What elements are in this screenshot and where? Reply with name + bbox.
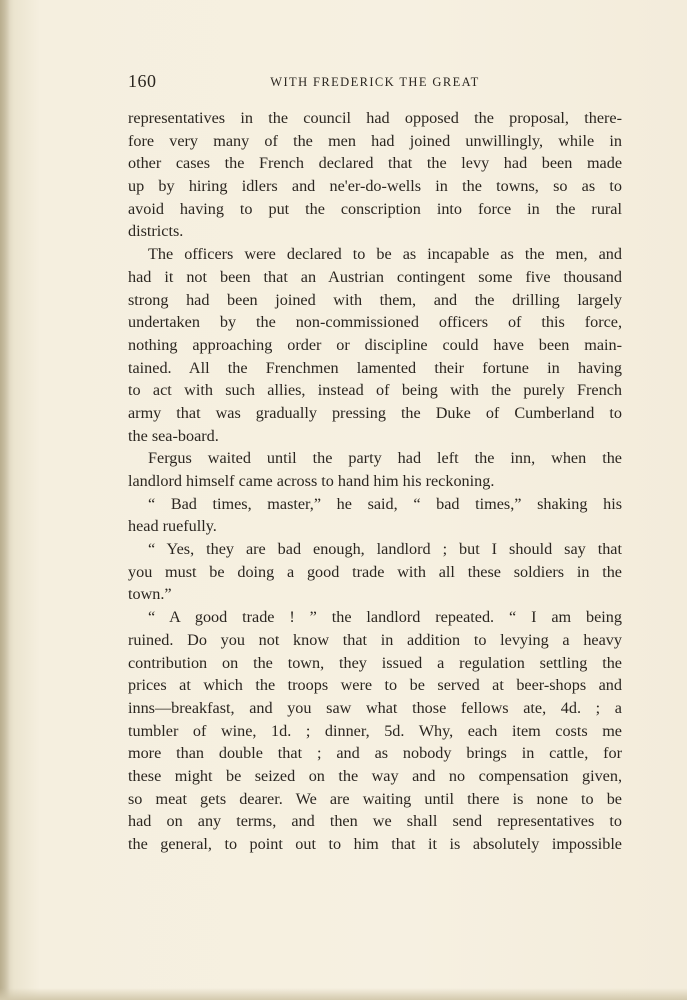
text-line: landlord himself came across to hand him his reckoning. bbox=[128, 472, 495, 490]
text-line: undertaken by the non-commissioned officers of this force, bbox=[128, 313, 622, 332]
text-line: tumbler of wine, 1d. ; dinner, 5d. Why, each item costs me bbox=[128, 721, 622, 740]
text-line: contribution on the town, they issued a regulation settling the bbox=[128, 653, 622, 672]
text-line: “ Bad times, master,” he said, “ bad times,” shaking his bbox=[148, 494, 622, 513]
text-line: ruined. Do you not know that in addition to levying a heavy bbox=[128, 630, 622, 649]
text-line: you must be doing a good trade with all these soldiers in the bbox=[128, 562, 622, 581]
text-line: other cases the French declared that the levy had been made bbox=[128, 154, 622, 173]
text-line: districts. bbox=[128, 222, 184, 241]
text-line: The officers were declared to be as incapable as the men, and bbox=[148, 245, 622, 264]
text-line: had on any terms, and then we shall send representatives to bbox=[128, 812, 622, 831]
page-bottom-edge bbox=[0, 988, 687, 1000]
text-line: to act with such allies, instead of being with the purely French bbox=[128, 381, 622, 400]
text-line: inns—breakfast, and you saw what those fellows ate, 4d. ; a bbox=[128, 698, 622, 717]
text-line: avoid having to put the conscription into force in the rural bbox=[128, 199, 622, 218]
text-line: nothing approaching order or discipline could have been main- bbox=[128, 335, 622, 354]
text-line: up by hiring idlers and ne'er-do-wells in the towns, so as to bbox=[128, 177, 622, 196]
text-line: had it not been that an Austrian contingent some five thousand bbox=[128, 267, 622, 286]
text-line: strong had been joined with them, and the drilling largely bbox=[128, 290, 622, 309]
text-line: town.” bbox=[128, 585, 172, 604]
text-line: tained. All the Frenchmen lamented their fortune in having bbox=[128, 358, 622, 377]
page-number: 160 bbox=[128, 71, 157, 91]
running-head: WITH FREDERICK THE GREAT bbox=[270, 75, 480, 89]
text-line: army that was gradually pressing the Duke of Cumberland to bbox=[128, 403, 622, 422]
text-line: “ Yes, they are bad enough, landlord ; but I should say that bbox=[148, 540, 622, 559]
text-line: the sea-board. bbox=[128, 426, 219, 445]
text-line: head ruefully. bbox=[128, 517, 217, 536]
page-header bbox=[128, 71, 622, 95]
text-line: Fergus waited until the party had left the inn, when the bbox=[148, 449, 622, 468]
body-text bbox=[128, 107, 622, 856]
text-line: more than double that ; and as nobody brings in cattle, for bbox=[128, 744, 622, 763]
text-line: fore very many of the men had joined unwillingly, while in bbox=[128, 131, 622, 150]
text-line: the general, to point out to him that it is absolutely impossible bbox=[128, 835, 622, 853]
text-line: these might be seized on the way and no compensation given, bbox=[128, 766, 622, 785]
text-line: representatives in the council had opposed the proposal, there- bbox=[128, 109, 622, 127]
binding-shadow bbox=[0, 0, 10, 1000]
text-line: “ A good trade ! ” the landlord repeated. “ I am being bbox=[148, 608, 622, 627]
text-line: prices at which the troops were to be served at beer-shops and bbox=[128, 676, 622, 695]
text-line: so meat gets dearer. We are waiting until there is none to be bbox=[128, 789, 622, 808]
